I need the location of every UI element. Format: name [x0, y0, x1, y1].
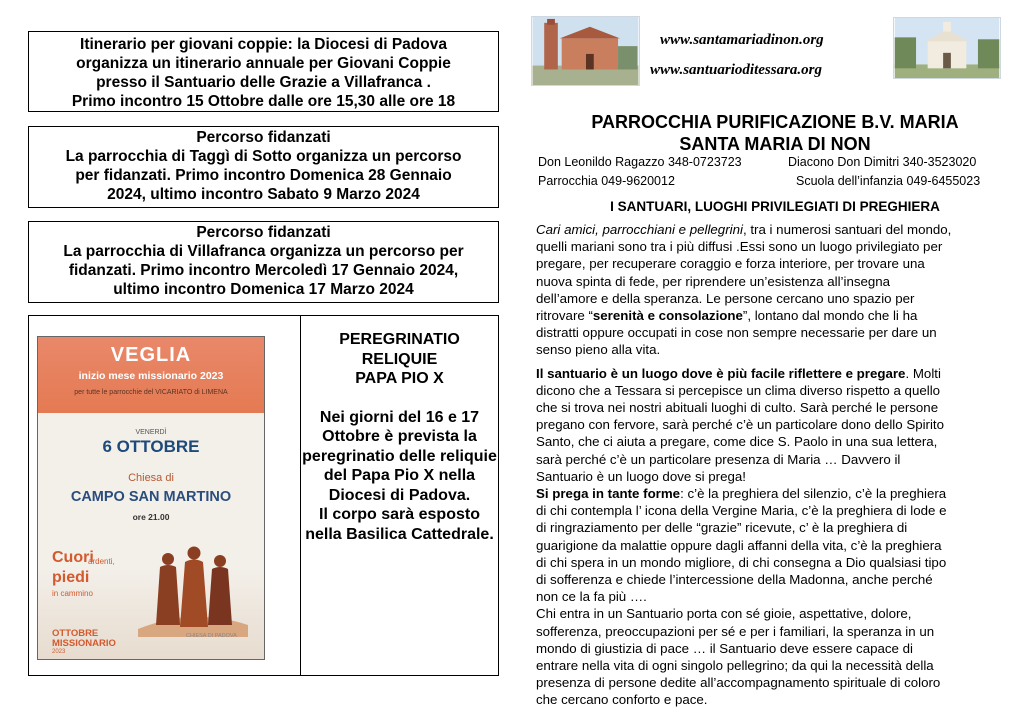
peregrinatio-line: Nei giorni del 16 e 17 [319, 408, 480, 426]
notice-line: presso il Santuario delle Grazie a Villafranca . [96, 74, 431, 91]
parish-name-line: PARROCCHIA PURIFICAZIONE B.V. MARIA [591, 112, 959, 132]
peregrinatio-line: Diocesi di Padova. [328, 486, 471, 504]
church-photo-santa-maria [531, 16, 640, 86]
contact-parish: Parrocchia 049-9620012 [538, 174, 675, 188]
article-line: distratti oppure occupati in cose non sempre necessarie per dare un [536, 325, 937, 341]
notice-line: per fidanzati. Primo incontro Domenica 28 Gennaio [75, 167, 452, 184]
article-body [536, 221, 1006, 709]
article-line: pregare, per recuperare coraggio e forza interiore, per trovare una [536, 256, 925, 272]
poster-date: 6 OTTOBRE [102, 437, 200, 456]
notice-percorso-fidanzati-villafranca [28, 221, 499, 303]
poster-weekday: VENERDÌ [135, 429, 167, 436]
article-title: I SANTUARI, LUOGHI PRIVILEGIATI DI PREGHIERA [610, 199, 940, 214]
poster-and-peregrinatio-box [28, 315, 499, 676]
peregrinatio-heading: PAPA PIO X [355, 370, 444, 387]
poster-ardenti: ardenti, [88, 557, 115, 566]
article-line: Chi entra in un Santuario porta con sé gioie, aspettative, dolore, [536, 606, 912, 622]
poster-missionario: MISSIONARIO [52, 638, 116, 649]
diocese-logo-icon: CHIESA DI PADOVA [186, 633, 237, 639]
poster-ottobre-missionario [52, 629, 116, 649]
pilgrims-illustration [138, 537, 248, 637]
article-line: di chi contempla l’ icona della Vergine Maria, c’è la preghiera di lode e [536, 503, 947, 519]
poster-subtitle: inizio mese missionario 2023 [78, 370, 224, 382]
peregrinatio-line: nella Basilica Cattedrale. [305, 525, 494, 543]
article-text: . Molti [905, 365, 941, 381]
notice-line: organizza un itinerario annuale per Giovani Coppie [76, 55, 451, 72]
poster-church: CAMPO SAN MARTINO [70, 489, 232, 505]
poster-cuori: Cuori [52, 549, 94, 566]
poster-parishes: per tutte le parrocchie del VICARIATO di LIMENA [74, 389, 228, 396]
bold-phrase: Si prega in tante forme [536, 486, 681, 502]
article-line [536, 485, 1006, 502]
article-line: entrare nella vita di ogni singolo pellegrino; da qui la necessità della [536, 658, 934, 674]
article-line: presenza di persone dedite all’accompagnamento spirituale di coloro [536, 675, 941, 691]
contact-school: Scuola dell’infanzia 049-6455023 [796, 174, 981, 188]
bold-phrase: Il santuario è un luogo dove è più facile riflettere e pregare [536, 365, 906, 381]
notice-line: Primo incontro 15 Ottobre dalle ore 15,30 alle ore 18 [71, 93, 456, 110]
article-line: pregano con fervore, sarà perché c’è un particolare dono dello Spirito [536, 417, 945, 433]
peregrinatio-heading: RELIQUIE [361, 350, 438, 368]
parish-name [525, 111, 1024, 155]
poster-banner [38, 337, 264, 413]
notice-heading: Percorso fidanzati [196, 129, 331, 146]
article-line: Santo, che ci aiuta a pregare, come dice S. Paolo in una sua lettera, [536, 434, 938, 450]
website-link-santamariadinon[interactable]: www.santamariadinon.org [660, 32, 824, 48]
poster-year: 2023 [52, 649, 66, 655]
veglia-poster [37, 336, 265, 660]
poster-piedi: piedi [52, 569, 90, 586]
sanctuary-photo-tessara [893, 17, 1001, 79]
notice-line: ultimo incontro Domenica 17 Marzo 2024 [113, 281, 414, 298]
peregrinatio-line: Ottobre è prevista la [322, 428, 477, 445]
greeting: Cari amici, parrocchiani e pellegrini [536, 222, 743, 237]
notice-line: La parrocchia di Taggì di Sotto organizza un percorso [65, 148, 462, 165]
article-line: sofferenza, preoccupazioni per sé e per i familiari, la speranza in un [536, 623, 935, 639]
peregrinatio-notice [301, 330, 498, 544]
contact-deacon: Diacono Don Dimitri 340-3523020 [788, 155, 977, 169]
article-line: di ringraziamento per delle “grazie” ricevute, c’ è la preghiera di [536, 520, 908, 536]
poster-title: VEGLIA [110, 344, 192, 366]
article-line: dicono che a Tessara si percepisce un clima diverso rispetto a quello [536, 382, 941, 398]
notice-line: Itinerario per giovani coppie: la Diocesi di Padova [80, 36, 447, 53]
poster-church-label: Chiesa di [128, 472, 174, 484]
article-line [536, 365, 1006, 382]
article-line: senso pieno alla vita. [536, 342, 661, 358]
article-line: guarigione da malattie oppure dagli affanni della vita, c’è la preghiera [536, 537, 942, 553]
article-text: , tra i numerosi santuari del mondo, [742, 222, 952, 237]
parish-name-line: SANTA MARIA DI NON [679, 134, 871, 154]
notice-line: La parrocchia di Villafranca organizza un percorso per [63, 243, 464, 260]
article-line: mondo di giustizia di pace … il Santuario deve essere capace di [536, 640, 913, 656]
poster-ottobre: OTTOBRE [52, 628, 99, 639]
article-line: Santuario è un luogo dove si prega! [536, 468, 746, 484]
article-line: sarà perché c’è un particolare presenza di Maria … Davvero il [536, 451, 901, 467]
poster-in-cammino: in cammino [52, 589, 93, 598]
notice-line: fidanzati. Primo incontro Mercoledì 17 Gennaio 2024, [68, 262, 459, 279]
article-line [536, 307, 1006, 324]
notice-giovani-coppie [28, 31, 499, 112]
article-text: : c’è la preghiera del silenzio, c’è la preghiera [680, 486, 947, 502]
peregrinatio-heading: PEREGRINATIO [339, 331, 460, 348]
bold-phrase: serenità e consolazione [592, 308, 743, 324]
poster-time: ore 21.00 [132, 512, 170, 522]
article-line [536, 221, 1006, 238]
article-line: non ce la fa più …. [536, 589, 647, 605]
article-line: di chi spera in un mondo migliore, di chi consegna a Dio qualsiasi tipo [536, 554, 947, 570]
peregrinatio-line: Il corpo sarà esposto [319, 506, 480, 523]
article-line: quelli mariani sono tra i più diffusi .Essi sono un luogo privilegiato per [536, 239, 943, 255]
article-text: ritrovare “ [536, 308, 593, 324]
peregrinatio-line: peregrinatio delle reliquie [302, 447, 497, 465]
article-line: nuova spinta di fede, per riprendere un’esistenza all’insegna [536, 273, 891, 289]
article-line: dell’amore e della speranza. Le persone cercano uno spazio per [536, 290, 915, 306]
peregrinatio-line: del Papa Pio X nella [323, 467, 476, 484]
article-text: ”, lontano dal mondo che li ha [742, 308, 918, 324]
notice-line: 2024, ultimo incontro Sabato 9 Marzo 2024 [107, 186, 420, 203]
website-link-santuarioditessara[interactable]: www.santuarioditessara.org [650, 62, 822, 78]
article-line: che si trova nei nostri abituali luoghi di culto. Sarà perché le persone [536, 400, 939, 416]
article-line: che cercano conforto e pace. [536, 692, 708, 708]
notice-heading: Percorso fidanzati [196, 224, 331, 241]
article-line: di sofferenza e chiede l’intercessione della Madonna, anche perché [536, 572, 933, 588]
notice-percorso-fidanzati-taggi [28, 126, 499, 208]
contact-priest: Don Leonildo Ragazzo 348-0723723 [538, 155, 742, 169]
